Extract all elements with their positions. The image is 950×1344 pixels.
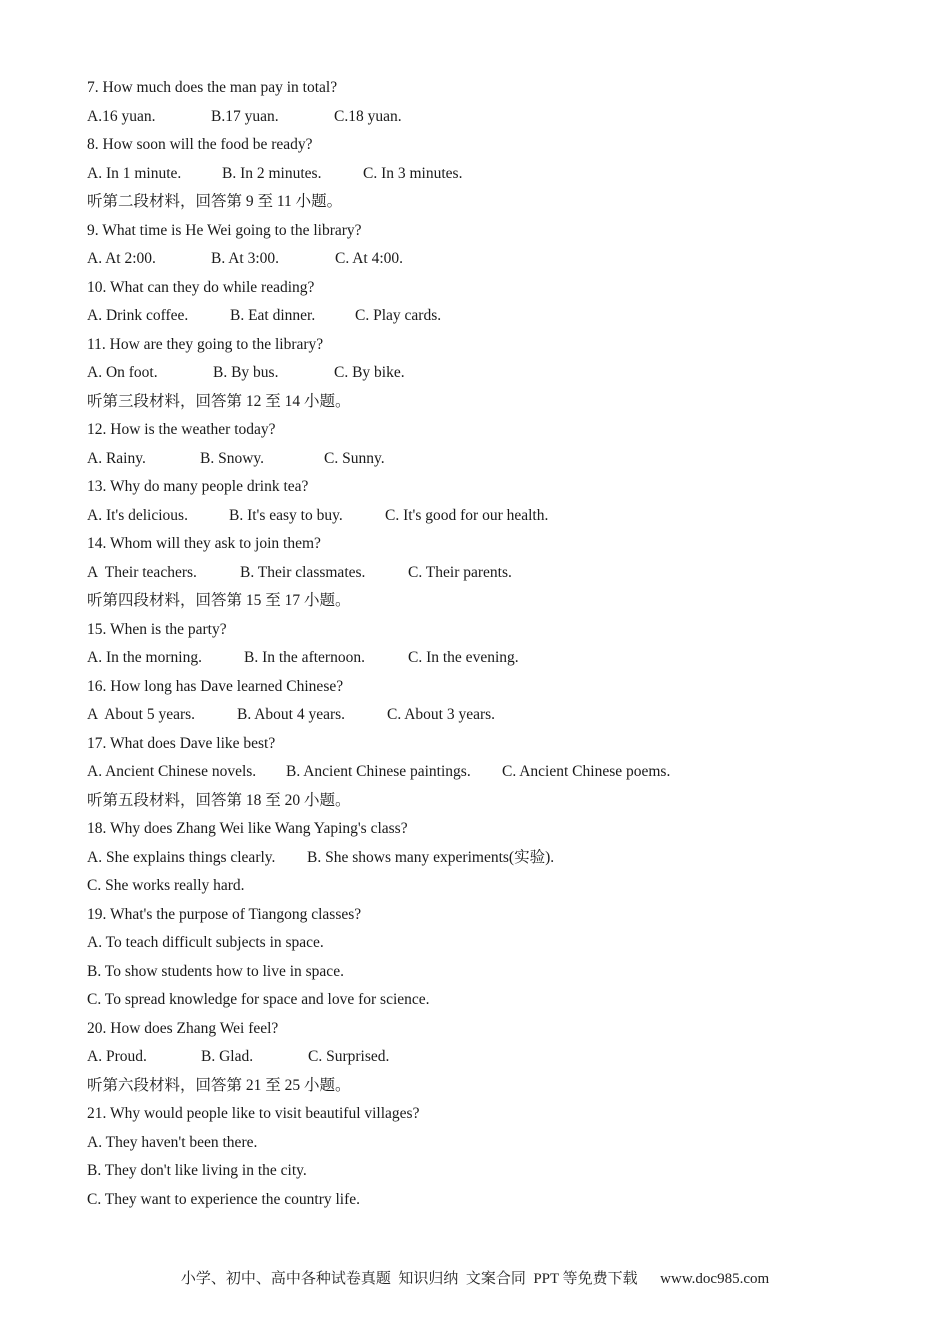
answer-option: C. Play cards. <box>355 307 442 324</box>
question-text: B. They don't like living in the city. <box>87 1162 307 1179</box>
question-text: 16. How long has Dave learned Chinese? <box>87 677 344 695</box>
answer-options <box>87 758 887 787</box>
answer-option: A.16 yuan. <box>87 107 156 125</box>
answer-option: A. In the morning. <box>87 649 202 666</box>
answer-options <box>87 302 887 331</box>
answer-option: C. At 4:00. <box>335 250 404 267</box>
answer-option: B. Their classmates. <box>240 563 366 581</box>
answer-options <box>87 559 887 588</box>
answer-option: B. Eat dinner. <box>230 307 316 324</box>
answer-option: B. She shows many experiments(实验). <box>307 848 555 866</box>
question-text: 7. How much does the man pay in total? <box>87 79 338 96</box>
answer-options <box>87 359 887 388</box>
answer-option: A. In 1 minute. <box>87 164 182 182</box>
answer-option: A. Proud. <box>87 1048 147 1065</box>
question-text: C. They want to experience the country life. <box>87 1190 361 1208</box>
answer-option: B. Snowy. <box>200 449 265 467</box>
answer-option: A. It's delicious. <box>87 506 188 524</box>
answer-options <box>87 701 887 730</box>
answer-option: A About 5 years. <box>87 706 196 723</box>
answer-option: B. In the afternoon. <box>244 649 365 666</box>
answer-option: C. Sunny. <box>324 449 385 467</box>
question-text: 12. How is the weather today? <box>87 421 276 438</box>
question-text: A. They haven't been there. <box>87 1133 258 1151</box>
section-heading: 听第三段材料，回答第 12 至 14 小题。 <box>87 392 351 410</box>
question-text: 8. How soon will the food be ready? <box>87 136 313 153</box>
section-heading: 听第四段材料，回答第 15 至 17 小题。 <box>87 592 351 609</box>
answer-option: C. About 3 years. <box>387 706 496 723</box>
question-text: 13. Why do many people drink tea? <box>87 478 309 495</box>
answer-option: C. It's good for our health. <box>385 506 549 524</box>
answer-option: B. By bus. <box>213 364 279 381</box>
answer-option: B. Glad. <box>201 1048 254 1065</box>
answer-options <box>87 1043 887 1072</box>
answer-options <box>87 502 887 531</box>
answer-option: A. On foot. <box>87 364 158 381</box>
answer-option: B. In 2 minutes. <box>222 164 322 182</box>
answer-option: B. About 4 years. <box>237 706 346 723</box>
answer-option: B.17 yuan. <box>211 107 279 125</box>
answer-option: C. In the evening. <box>408 649 519 666</box>
question-text: 19. What's the purpose of Tiangong classes? <box>87 905 362 923</box>
answer-option: A Their teachers. <box>87 563 197 581</box>
answer-options <box>87 245 887 274</box>
question-text: A. To teach difficult subjects in space. <box>87 934 324 951</box>
question-text: 17. What does Dave like best? <box>87 734 276 752</box>
question-text: 20. How does Zhang Wei feel? <box>87 1019 279 1037</box>
answer-option: C. Their parents. <box>408 563 512 581</box>
answer-options <box>87 445 887 474</box>
section-heading: 听第二段材料，回答第 9 至 11 小题。 <box>87 193 343 210</box>
answer-option: A. At 2:00. <box>87 250 156 267</box>
footer-banner: 小学、初中、高中各种试卷真题 知识归纳 文案合同 PPT 等免费下载 www.doc985.com <box>180 1271 770 1287</box>
answer-option: C. Ancient Chinese poems. <box>502 763 671 780</box>
answer-option: B. At 3:00. <box>211 250 280 267</box>
answer-option: C. Surprised. <box>308 1048 390 1065</box>
answer-option: C. By bike. <box>334 364 405 381</box>
question-text: B. To show students how to live in space. <box>87 962 344 980</box>
answer-option: B. It's easy to buy. <box>229 506 343 524</box>
exam-page <box>87 74 887 1214</box>
section-heading: 听第五段材料，回答第 18 至 20 小题。 <box>87 791 351 809</box>
answer-option: A. Ancient Chinese novels. <box>87 763 257 780</box>
question-text: 21. Why would people like to visit beautiful villages? <box>87 1105 420 1122</box>
answer-options <box>87 644 887 673</box>
answer-options <box>87 844 887 873</box>
question-text: 9. What time is He Wei going to the library? <box>87 221 362 239</box>
answer-options <box>87 103 887 132</box>
question-text: C. To spread knowledge for space and love for science. <box>87 991 430 1008</box>
question-text: 10. What can they do while reading? <box>87 278 315 296</box>
answer-option: A. Rainy. <box>87 449 146 467</box>
answer-options <box>87 160 887 189</box>
question-text: C. She works really hard. <box>87 877 245 894</box>
section-heading: 听第六段材料，回答第 21 至 25 小题。 <box>87 1076 351 1094</box>
question-text: 11. How are they going to the library? <box>87 335 324 353</box>
question-text: 14. Whom will they ask to join them? <box>87 535 321 552</box>
question-text: 15. When is the party? <box>87 620 227 638</box>
answer-option: A. Drink coffee. <box>87 307 189 324</box>
question-text: 18. Why does Zhang Wei like Wang Yaping's class? <box>87 820 408 837</box>
answer-option: A. She explains things clearly. <box>87 848 276 866</box>
answer-option: C. In 3 minutes. <box>363 164 463 182</box>
answer-option: C.18 yuan. <box>334 107 402 125</box>
answer-option: B. Ancient Chinese paintings. <box>286 763 471 780</box>
